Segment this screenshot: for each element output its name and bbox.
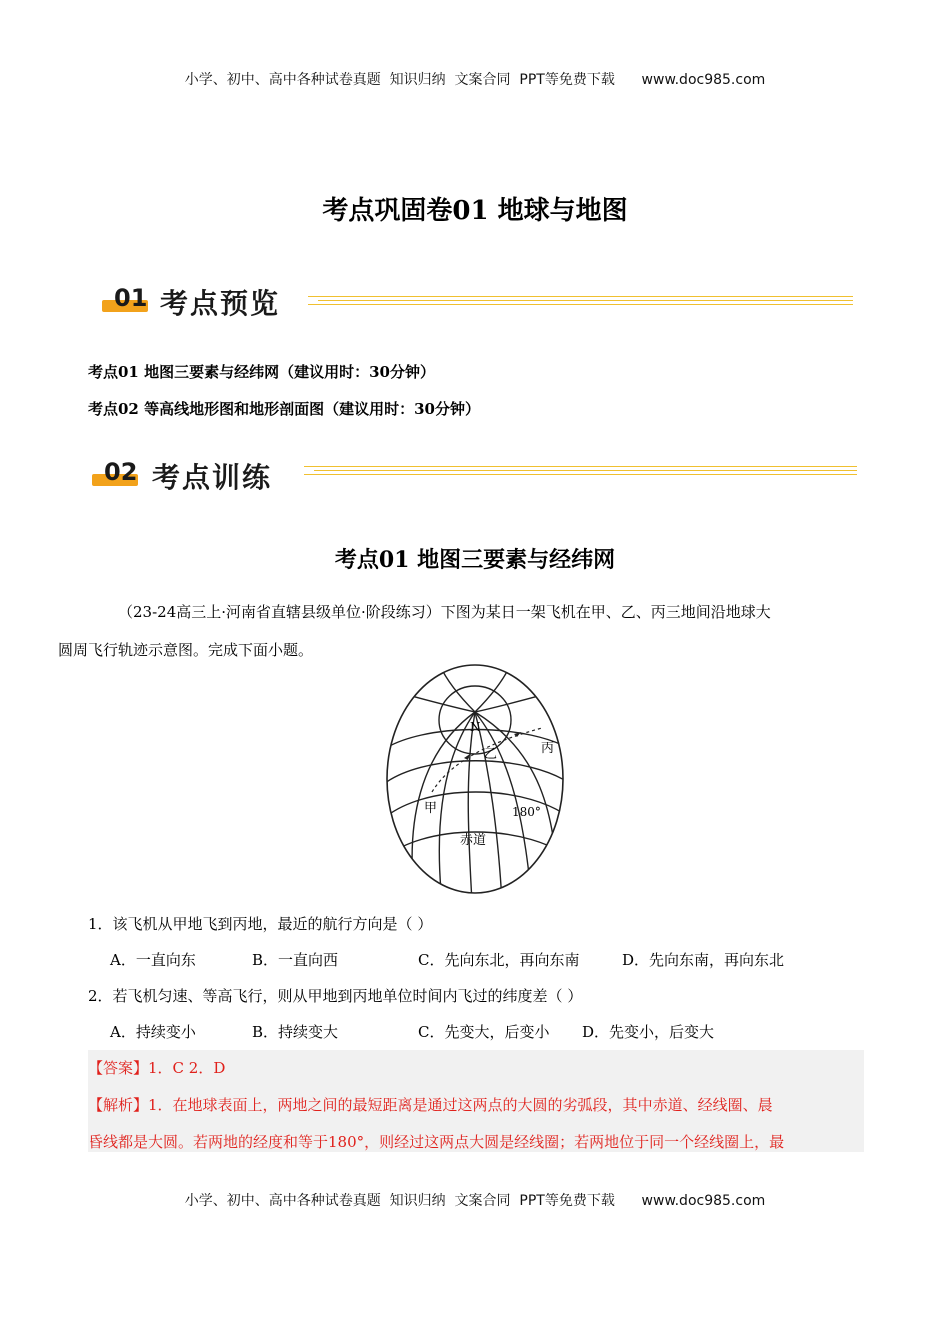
question-intro [58, 593, 863, 669]
question-2-stem: 2．若飞机匀速、等高飞行，则从甲地到丙地单位时间内飞过的纬度差（ ） [88, 987, 583, 1005]
topic-title: 考点01 地图三要素与经纬网 [334, 547, 616, 573]
section-divider [314, 470, 857, 471]
section-label: 考点训练 [152, 461, 273, 494]
analysis-line [88, 1094, 773, 1115]
question-2-option-b: B．持续变大 [252, 1023, 339, 1041]
section-number: 01 [114, 284, 148, 312]
place-label-jia: 甲 [424, 801, 438, 816]
page-title: 考点巩固卷01 地球与地图 [322, 196, 628, 226]
section-number: 02 [104, 458, 138, 486]
preview-item: 考点01 地图三要素与经纬网（建议用时：30分钟） [88, 363, 435, 381]
intro-line: 圆周飞行轨迹示意图。完成下面小题。 [58, 641, 314, 659]
question-1-option-b: B．一直向西 [252, 951, 339, 969]
question-2-option-a: A．持续变小 [110, 1023, 196, 1041]
globe-figure [380, 662, 570, 898]
intro-line: （23-24高三上·河南省直辖县级单位·阶段练习）下图为某日一架飞机在甲、乙、丙三地间沿地球大 [118, 603, 771, 621]
section-label: 考点预览 [160, 287, 281, 320]
analysis-text: 1．在地球表面上，两地之间的最短距离是通过这两点的大圆的劣弧段，其中赤道、经线圈、晨 [148, 1096, 773, 1114]
pole-label: N [470, 720, 481, 734]
answer-text: 1．C 2．D [148, 1059, 226, 1077]
question-1-option-a: A．一直向东 [110, 951, 196, 969]
analysis-line: 昏线都是大圆。若两地的经度和等于180°，则经过这两点大圆是经线圈；若两地位于同一个经线圈上，最 [88, 1133, 785, 1151]
place-label-bing: 丙 [541, 741, 555, 756]
question-2-option-d: D．先变小，后变大 [582, 1023, 715, 1041]
section-divider [308, 296, 853, 297]
equator-label: 赤道 [460, 833, 487, 848]
answer-line [88, 1057, 225, 1078]
answer-tag: 【答案】 [88, 1059, 149, 1077]
question-1-option-c: C．先向东北，再向东南 [418, 951, 580, 969]
preview-item: 考点02 等高线地形图和地形剖面图（建议用时：30分钟） [88, 400, 480, 418]
section-divider [304, 474, 857, 475]
section-divider [318, 300, 853, 301]
page-footer: 小学、初中、高中各种试卷真题 知识归纳 文案合同 PPT等免费下载 www.doc985.com [184, 1193, 766, 1209]
page-header: 小学、初中、高中各种试卷真题 知识归纳 文案合同 PPT等免费下载 www.doc985.com [184, 72, 766, 88]
analysis-tag: 【解析】 [88, 1096, 149, 1114]
longitude-label: 180° [512, 805, 541, 819]
question-2-option-c: C．先变大，后变小 [418, 1023, 550, 1041]
question-1-option-d: D．先向东南，再向东北 [622, 951, 785, 969]
section-divider [308, 304, 853, 305]
question-1-stem: 1．该飞机从甲地飞到丙地，最近的航行方向是（ ） [88, 915, 433, 933]
section-divider [304, 466, 857, 467]
place-label-yi: 乙 [484, 747, 498, 762]
